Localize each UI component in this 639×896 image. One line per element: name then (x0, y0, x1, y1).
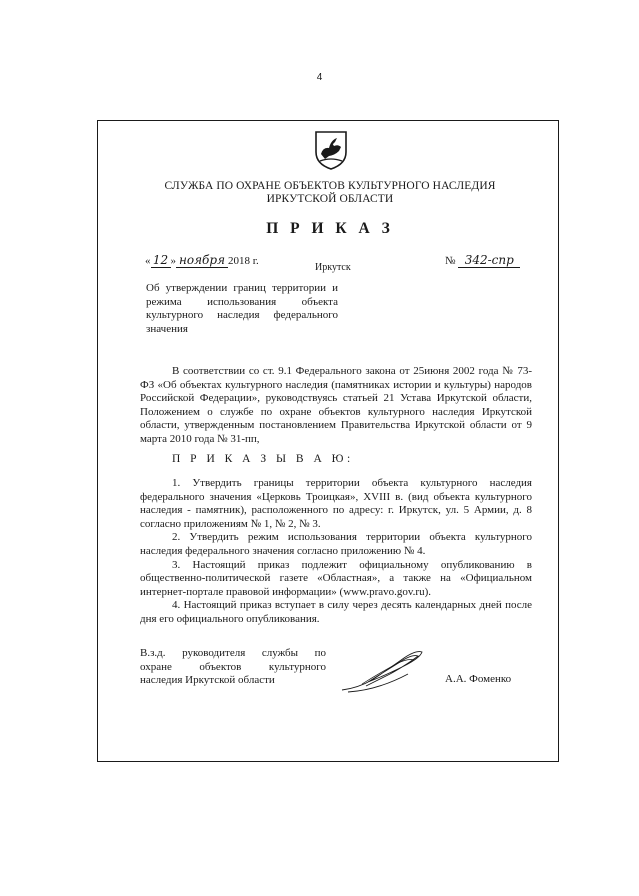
signer-position-line2: охране объектов культурного (140, 660, 326, 673)
handwritten-month: ноября (176, 253, 228, 268)
agency-name-line1: СЛУЖБА ПО ОХРАНЕ ОБЪЕКТОВ КУЛЬТУРНОГО НАСЛЕДИЯ (164, 180, 496, 192)
agency-name (120, 180, 540, 206)
order-item-3: 3. Настоящий приказ подлежит официальному опубликованию в общественно-политической газете «Областная», а также на «Официальном интернет-портале правовой информации» (www.pravo.gov.ru). (140, 558, 532, 598)
document-type-title: П Р И К А З (266, 220, 394, 237)
handwritten-day: 12 (151, 253, 171, 268)
order-item-4: 4. Настоящий приказ вступает в силу через десять календарных дней после дня его официального опубликования. (140, 599, 532, 625)
handwritten-number: 342-спр (458, 253, 520, 268)
order-heading: П Р И К А З Ы В А Ю: (172, 453, 354, 465)
date-close-quote: » (170, 255, 176, 267)
preamble-paragraph: В соответствии со ст. 9.1 Федерального закона от 25июня 2002 года № 73-ФЗ «Об объектах культурного наследия (памятниках истории и культуры) народов Российской Федерации», руководствуясь статьей 21 Устава Иркутской области, Положением о службе по охране объектов культурного наследия Иркутской области, утвержденным постановлением Правительства Иркутской области от 9 марта 2010 года № 31-пп, (140, 365, 532, 445)
signer-name: А.А. Фоменко (445, 673, 512, 685)
date-open-quote: « (145, 255, 151, 267)
agency-name-line2: ИРКУТСКОЙ ОБЛАСТИ (266, 193, 394, 205)
order-item-2: 2. Утвердить режим использования территории объекта культурного наследия федерального значения согласно приложению № 4. (140, 531, 532, 557)
document-date (145, 253, 259, 268)
document-subject: Об утверждении границ территории и режима использования объекта культурного наследия федерального значения (146, 282, 338, 335)
order-items (140, 477, 532, 627)
coat-of-arms-icon (313, 130, 349, 170)
signer-position (140, 647, 326, 688)
signer-position-line1: В.з.д. руководителя службы по (140, 647, 326, 659)
order-item-1: 1. Утвердить границы территории объекта культурного наследия федерального значения «Церковь Троицкая», XVIII в. (вид объекта культурного наследия - памятник), расположенного по адресу: г. Иркутск, ул. 5 Армии, д. 8 согласно приложениям № 1, № 2, № 3. (140, 477, 532, 530)
page-number: 4 (316, 72, 323, 83)
date-year: 2018 г. (228, 255, 259, 267)
document-number (445, 253, 520, 268)
document-city: Иркутск (315, 262, 351, 273)
signer-position-line3: наследия Иркутской области (140, 674, 275, 686)
number-prefix: № (445, 255, 456, 267)
handwritten-signature (338, 644, 428, 696)
